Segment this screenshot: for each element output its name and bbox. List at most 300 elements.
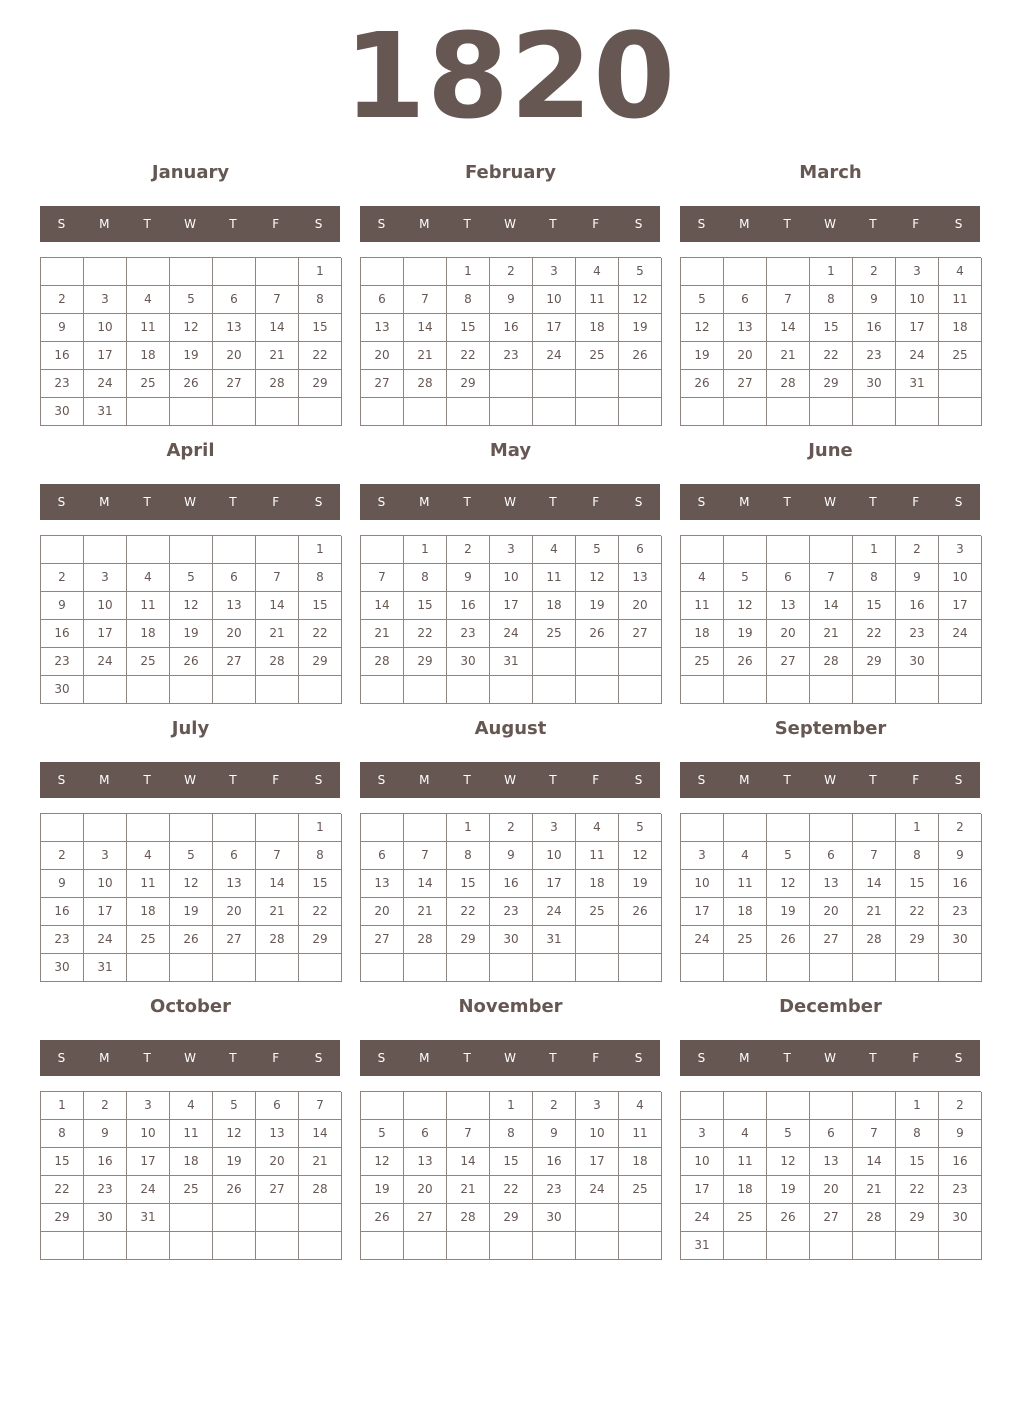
day-cell: 23 <box>896 620 939 648</box>
day-cell <box>170 536 213 564</box>
day-cell: 17 <box>84 342 127 370</box>
day-cell <box>533 648 576 676</box>
weekday-header <box>40 762 340 798</box>
day-cell: 29 <box>490 1204 533 1232</box>
day-cell: 19 <box>361 1176 404 1204</box>
day-cell <box>361 1232 404 1260</box>
day-cell <box>533 370 576 398</box>
day-cell: 19 <box>724 620 767 648</box>
weekday-header <box>360 1040 660 1076</box>
day-cell <box>533 954 576 982</box>
day-cell <box>896 676 939 704</box>
day-cell: 21 <box>361 620 404 648</box>
day-cell: 10 <box>681 870 724 898</box>
weekday-label: S <box>377 773 386 787</box>
day-cell <box>404 398 447 426</box>
day-cell <box>533 398 576 426</box>
weekday-label: T <box>869 1051 877 1065</box>
day-cell: 26 <box>767 926 810 954</box>
day-cell: 8 <box>896 1120 939 1148</box>
day-cell: 17 <box>533 870 576 898</box>
day-cell: 15 <box>404 592 447 620</box>
day-cell <box>576 954 619 982</box>
day-cell: 2 <box>490 258 533 286</box>
day-cell: 17 <box>576 1148 619 1176</box>
day-cell: 13 <box>361 314 404 342</box>
day-cell <box>810 676 853 704</box>
day-cell: 1 <box>299 536 342 564</box>
day-cell: 11 <box>576 842 619 870</box>
weekday-label: S <box>954 1051 963 1065</box>
weekday-label: M <box>419 495 430 509</box>
day-cell: 22 <box>41 1176 84 1204</box>
day-cell: 19 <box>170 620 213 648</box>
day-cell <box>939 370 982 398</box>
day-cell: 6 <box>767 564 810 592</box>
weekday-label: T <box>783 773 791 787</box>
day-cell: 5 <box>170 564 213 592</box>
day-cell: 3 <box>490 536 533 564</box>
day-cell: 22 <box>299 342 342 370</box>
weekday-label: W <box>824 217 836 231</box>
day-cell <box>404 258 447 286</box>
day-cell: 20 <box>361 898 404 926</box>
year-title: 1820 <box>343 7 677 145</box>
day-cell: 10 <box>84 314 127 342</box>
month-name: March <box>799 162 862 183</box>
day-cell: 18 <box>127 620 170 648</box>
day-cell: 10 <box>533 842 576 870</box>
day-cell <box>619 398 662 426</box>
day-cell: 4 <box>576 814 619 842</box>
day-cell <box>127 1232 170 1260</box>
month-september <box>680 714 981 982</box>
day-cell <box>810 1092 853 1120</box>
days-grid <box>680 1091 981 1260</box>
day-cell <box>361 954 404 982</box>
day-cell: 5 <box>361 1120 404 1148</box>
day-cell: 9 <box>490 842 533 870</box>
day-cell <box>170 814 213 842</box>
day-cell <box>619 926 662 954</box>
day-cell <box>299 1232 342 1260</box>
day-cell: 23 <box>490 898 533 926</box>
day-cell: 12 <box>724 592 767 620</box>
day-cell <box>681 536 724 564</box>
day-cell: 28 <box>256 370 299 398</box>
day-cell <box>404 954 447 982</box>
day-cell <box>853 814 896 842</box>
day-cell: 11 <box>724 1148 767 1176</box>
day-cell: 16 <box>853 314 896 342</box>
weekday-label: W <box>824 495 836 509</box>
day-cell: 20 <box>724 342 767 370</box>
weekday-label: W <box>504 217 516 231</box>
day-cell: 25 <box>576 898 619 926</box>
day-cell: 13 <box>619 564 662 592</box>
day-cell <box>619 954 662 982</box>
day-cell: 21 <box>256 898 299 926</box>
day-cell <box>170 1232 213 1260</box>
day-cell: 21 <box>767 342 810 370</box>
day-cell: 2 <box>939 1092 982 1120</box>
day-cell <box>853 398 896 426</box>
weekday-label: W <box>184 1051 196 1065</box>
weekday-label: M <box>419 773 430 787</box>
day-cell: 12 <box>681 314 724 342</box>
day-cell: 7 <box>256 286 299 314</box>
day-cell: 6 <box>404 1120 447 1148</box>
day-cell: 8 <box>447 842 490 870</box>
weekday-header <box>40 206 340 242</box>
day-cell: 6 <box>256 1092 299 1120</box>
day-cell: 19 <box>213 1148 256 1176</box>
day-cell: 27 <box>361 926 404 954</box>
day-cell: 3 <box>533 258 576 286</box>
day-cell: 31 <box>896 370 939 398</box>
day-cell: 30 <box>41 954 84 982</box>
day-cell: 30 <box>41 398 84 426</box>
day-cell <box>619 1232 662 1260</box>
day-cell <box>361 1092 404 1120</box>
weekday-label: S <box>314 1051 323 1065</box>
day-cell: 29 <box>853 648 896 676</box>
day-cell: 27 <box>213 370 256 398</box>
day-cell: 11 <box>127 314 170 342</box>
day-cell <box>724 954 767 982</box>
day-cell: 20 <box>810 1176 853 1204</box>
day-cell: 11 <box>681 592 724 620</box>
weekday-label: T <box>229 495 237 509</box>
day-cell: 11 <box>576 286 619 314</box>
day-cell: 15 <box>447 870 490 898</box>
day-cell: 2 <box>41 564 84 592</box>
weekday-label: S <box>57 217 66 231</box>
day-cell <box>767 1232 810 1260</box>
day-cell: 31 <box>681 1232 724 1260</box>
month-name: December <box>779 996 882 1017</box>
weekday-label: T <box>869 217 877 231</box>
day-cell <box>127 398 170 426</box>
day-cell <box>853 1092 896 1120</box>
day-cell: 24 <box>939 620 982 648</box>
day-cell: 14 <box>361 592 404 620</box>
day-cell: 12 <box>767 870 810 898</box>
day-cell: 15 <box>896 870 939 898</box>
weekday-label: S <box>634 773 643 787</box>
day-cell: 11 <box>724 870 767 898</box>
days-grid <box>360 1091 661 1260</box>
day-cell: 16 <box>41 898 84 926</box>
weekday-header <box>360 484 660 520</box>
day-cell: 28 <box>810 648 853 676</box>
day-cell: 25 <box>681 648 724 676</box>
day-cell: 6 <box>213 842 256 870</box>
day-cell: 25 <box>127 648 170 676</box>
weekday-label: W <box>824 1051 836 1065</box>
day-cell: 30 <box>853 370 896 398</box>
month-name: July <box>171 718 210 739</box>
day-cell: 11 <box>533 564 576 592</box>
day-cell: 25 <box>170 1176 213 1204</box>
weekday-label: F <box>912 773 920 787</box>
day-cell: 23 <box>84 1176 127 1204</box>
day-cell: 19 <box>681 342 724 370</box>
day-cell: 21 <box>447 1176 490 1204</box>
day-cell: 7 <box>404 842 447 870</box>
day-cell: 1 <box>41 1092 84 1120</box>
weekday-label: T <box>549 495 557 509</box>
day-cell: 17 <box>127 1148 170 1176</box>
day-cell <box>127 258 170 286</box>
day-cell <box>681 398 724 426</box>
weekday-label: F <box>592 217 600 231</box>
day-cell: 1 <box>404 536 447 564</box>
day-cell: 18 <box>681 620 724 648</box>
day-cell: 2 <box>853 258 896 286</box>
weekday-label: T <box>783 495 791 509</box>
month-october <box>40 992 341 1260</box>
day-cell: 9 <box>533 1120 576 1148</box>
day-cell <box>767 258 810 286</box>
day-cell <box>170 398 213 426</box>
weekday-label: F <box>592 773 600 787</box>
day-cell: 21 <box>404 898 447 926</box>
day-cell: 9 <box>41 870 84 898</box>
day-cell: 3 <box>576 1092 619 1120</box>
day-cell: 6 <box>810 1120 853 1148</box>
day-cell <box>404 1232 447 1260</box>
day-cell <box>853 1232 896 1260</box>
day-cell <box>84 536 127 564</box>
month-name: February <box>464 162 557 183</box>
day-cell: 9 <box>939 842 982 870</box>
day-cell: 25 <box>533 620 576 648</box>
day-cell <box>490 398 533 426</box>
weekday-label: M <box>419 1051 430 1065</box>
day-cell: 15 <box>853 592 896 620</box>
day-cell: 12 <box>170 314 213 342</box>
day-cell: 7 <box>361 564 404 592</box>
day-cell: 27 <box>767 648 810 676</box>
day-cell: 12 <box>170 870 213 898</box>
day-cell: 9 <box>853 286 896 314</box>
day-cell: 1 <box>896 1092 939 1120</box>
day-cell: 17 <box>533 314 576 342</box>
day-cell: 12 <box>170 592 213 620</box>
weekday-label: S <box>697 495 706 509</box>
day-cell <box>576 398 619 426</box>
day-cell: 25 <box>576 342 619 370</box>
month-january <box>40 158 341 426</box>
day-cell: 13 <box>404 1148 447 1176</box>
day-cell <box>256 1204 299 1232</box>
day-cell: 20 <box>213 620 256 648</box>
day-cell: 31 <box>127 1204 170 1232</box>
day-cell: 4 <box>170 1092 213 1120</box>
day-cell: 14 <box>853 1148 896 1176</box>
day-cell: 17 <box>896 314 939 342</box>
day-cell <box>490 676 533 704</box>
day-cell: 21 <box>853 1176 896 1204</box>
day-cell: 12 <box>213 1120 256 1148</box>
day-cell: 26 <box>681 370 724 398</box>
day-cell: 30 <box>533 1204 576 1232</box>
month-name: May <box>489 440 532 461</box>
weekday-label: S <box>377 1051 386 1065</box>
day-cell: 29 <box>447 926 490 954</box>
day-cell: 27 <box>213 648 256 676</box>
day-cell: 27 <box>810 926 853 954</box>
days-grid <box>40 535 341 704</box>
weekday-label: T <box>463 773 471 787</box>
day-cell <box>576 676 619 704</box>
month-august <box>360 714 661 982</box>
day-cell: 22 <box>896 1176 939 1204</box>
day-cell: 24 <box>533 898 576 926</box>
day-cell: 16 <box>939 1148 982 1176</box>
month-july <box>40 714 341 982</box>
day-cell: 4 <box>533 536 576 564</box>
day-cell: 18 <box>127 342 170 370</box>
day-cell: 4 <box>576 258 619 286</box>
weekday-label: F <box>592 495 600 509</box>
weekday-label: S <box>697 1051 706 1065</box>
day-cell: 29 <box>299 648 342 676</box>
day-cell <box>724 1232 767 1260</box>
day-cell: 15 <box>447 314 490 342</box>
day-cell <box>576 926 619 954</box>
day-cell <box>619 676 662 704</box>
day-cell <box>213 1232 256 1260</box>
day-cell <box>213 676 256 704</box>
day-cell: 19 <box>619 314 662 342</box>
day-cell: 8 <box>490 1120 533 1148</box>
day-cell: 6 <box>619 536 662 564</box>
day-cell: 16 <box>447 592 490 620</box>
day-cell: 24 <box>127 1176 170 1204</box>
day-cell: 8 <box>41 1120 84 1148</box>
day-cell: 27 <box>361 370 404 398</box>
weekday-label: F <box>272 1051 280 1065</box>
day-cell <box>490 370 533 398</box>
weekday-header <box>360 206 660 242</box>
day-cell <box>576 370 619 398</box>
day-cell <box>84 258 127 286</box>
day-cell: 22 <box>447 342 490 370</box>
day-cell <box>810 536 853 564</box>
day-cell: 26 <box>213 1176 256 1204</box>
day-cell: 25 <box>127 370 170 398</box>
day-cell <box>853 676 896 704</box>
day-cell: 8 <box>299 286 342 314</box>
day-cell: 3 <box>939 536 982 564</box>
day-cell: 25 <box>724 1204 767 1232</box>
day-cell: 15 <box>810 314 853 342</box>
day-cell <box>810 814 853 842</box>
day-cell <box>84 814 127 842</box>
day-cell: 16 <box>490 870 533 898</box>
weekday-label: M <box>99 217 110 231</box>
day-cell: 18 <box>619 1148 662 1176</box>
month-may <box>360 436 661 704</box>
day-cell: 20 <box>404 1176 447 1204</box>
day-cell: 23 <box>939 1176 982 1204</box>
day-cell: 13 <box>213 592 256 620</box>
day-cell: 26 <box>576 620 619 648</box>
day-cell <box>810 398 853 426</box>
day-cell: 14 <box>256 314 299 342</box>
weekday-label: W <box>504 495 516 509</box>
day-cell: 26 <box>170 648 213 676</box>
day-cell: 16 <box>41 620 84 648</box>
day-cell: 3 <box>533 814 576 842</box>
day-cell <box>361 536 404 564</box>
day-cell <box>447 1232 490 1260</box>
day-cell: 28 <box>361 648 404 676</box>
day-cell: 22 <box>404 620 447 648</box>
day-cell: 5 <box>724 564 767 592</box>
day-cell: 14 <box>810 592 853 620</box>
day-cell: 13 <box>767 592 810 620</box>
day-cell <box>533 676 576 704</box>
weekday-label: T <box>783 217 791 231</box>
day-cell: 15 <box>490 1148 533 1176</box>
weekday-label: S <box>634 1051 643 1065</box>
day-cell: 18 <box>576 870 619 898</box>
day-cell: 22 <box>447 898 490 926</box>
day-cell: 2 <box>41 842 84 870</box>
day-cell <box>299 676 342 704</box>
day-cell <box>170 954 213 982</box>
day-cell: 7 <box>853 842 896 870</box>
day-cell <box>576 1204 619 1232</box>
day-cell <box>84 676 127 704</box>
day-cell <box>404 814 447 842</box>
day-cell <box>299 954 342 982</box>
day-cell: 28 <box>404 370 447 398</box>
day-cell: 1 <box>810 258 853 286</box>
weekday-label: T <box>549 773 557 787</box>
day-cell: 22 <box>896 898 939 926</box>
day-cell <box>724 1092 767 1120</box>
day-cell: 12 <box>767 1148 810 1176</box>
day-cell <box>361 258 404 286</box>
weekday-label: F <box>272 217 280 231</box>
day-cell <box>170 258 213 286</box>
day-cell: 29 <box>896 926 939 954</box>
day-cell: 23 <box>533 1176 576 1204</box>
weekday-label: S <box>954 773 963 787</box>
day-cell: 10 <box>490 564 533 592</box>
days-grid <box>680 813 981 982</box>
day-cell: 8 <box>404 564 447 592</box>
day-cell <box>213 1204 256 1232</box>
day-cell <box>256 1232 299 1260</box>
day-cell <box>681 676 724 704</box>
day-cell: 2 <box>939 814 982 842</box>
day-cell: 18 <box>533 592 576 620</box>
weekday-label: S <box>634 217 643 231</box>
day-cell <box>447 954 490 982</box>
day-cell: 3 <box>681 842 724 870</box>
day-cell: 10 <box>84 870 127 898</box>
weekday-label: S <box>954 217 963 231</box>
day-cell: 4 <box>619 1092 662 1120</box>
day-cell: 6 <box>213 286 256 314</box>
day-cell: 10 <box>84 592 127 620</box>
weekday-label: T <box>549 1051 557 1065</box>
